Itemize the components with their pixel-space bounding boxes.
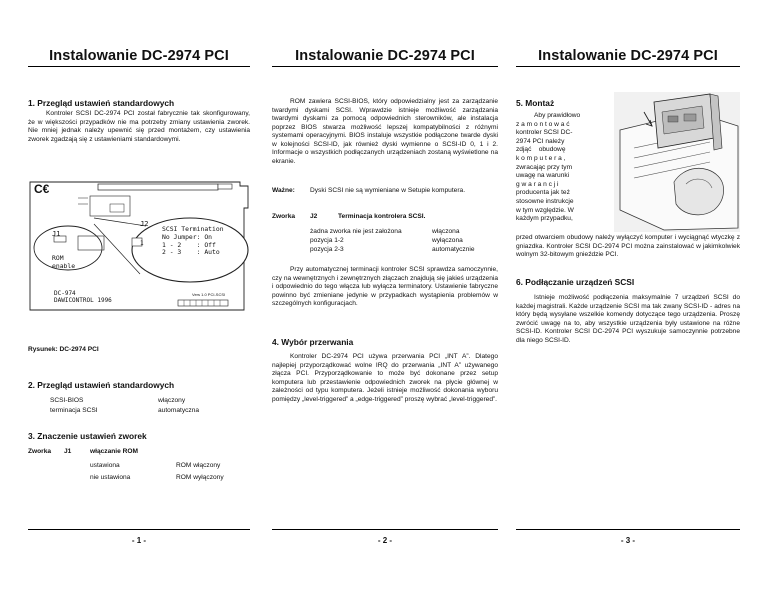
rom-paragraph: ROM zawiera SCSI-BIOS, który odpowiedzialny jest za zarządzanie twardymi dyskami SCSI. Wprawdzie istnieje możliwość zarządzania twardymi dyskami za pomocą odpowiednich sterowników, ale instalacja poprzez BIOS stwarza możliwość lepszej kompatybilności z różnymi systemami operacyjnymi. BIOS instaluje wszystkie podłączone twarde dyski w kolejności SCSI-ID, jak również dyski wymienne o SCSI-ID 0, 1 i 2. Informacje o wszystkich podłączanych urządzeniach zostaną wyświetlone na ekranie. bbox=[272, 98, 498, 165]
termination-paragraph: Przy automatycznej terminacji kontroler SCSI sprawdza samoczynnie, czy na wewnętrznych i zewnętrznych złączach znajdują się jakieś urządzenia i odpowiednio do tego włącza lub wyłącza terminatory. Ustawienie fabryczne powinno być zmieniane jedynie w przypadkach wystąpienia problemów w szczególnych konfiguracjach. bbox=[272, 266, 498, 307]
jumper-id: J1 bbox=[64, 448, 72, 455]
title-rule bbox=[28, 66, 250, 67]
section-1-heading: 1. Przegląd ustawień standardowych bbox=[28, 98, 175, 108]
ce-mark: C€ bbox=[34, 182, 50, 196]
figure-caption: Rysunek: DC-2974 PCI bbox=[28, 346, 99, 353]
page-title: Instalowanie DC-2974 PCI bbox=[538, 48, 718, 64]
jumper-option: nie ustawiona bbox=[90, 474, 131, 481]
mounting-wrapped-text: Aby prawidłowo z a m o n t o w a ć kontroler SCSI DC- 2974 PCI należy zdjąć obudowę k o m p u t e r a , zwracając przy tym uwagę na warunki g w a r a n c j i producenta jak też stosowne instrukcje w tym względzie. W każdym przypadku, bbox=[516, 112, 581, 223]
rom-enable-label: ROM enable bbox=[52, 254, 76, 270]
jumper-option: ustawiona bbox=[90, 462, 120, 469]
j1-label: J1 bbox=[52, 230, 61, 238]
page-title: Instalowanie DC-2974 PCI bbox=[49, 48, 229, 64]
section-1-text: Kontroler SCSI DC-2974 PCI został fabrycznie tak skonfigurowany, że w większości przypadków nie ma potrzeby zmiany ustawienia zworek. Nie mniej jednak należy upewnić się przed montażem, czy ustawienia zworek zgadzają się z ustawieniami standardowymi. bbox=[28, 110, 250, 143]
section-3-heading: 3. Znaczenie ustawień zworek bbox=[28, 431, 147, 441]
jumper-label: Zworka bbox=[272, 213, 296, 220]
bubble-pin-label: 1 bbox=[140, 240, 144, 247]
footer-rule bbox=[516, 529, 740, 530]
footer-rule bbox=[272, 529, 498, 530]
termination-bubble: SCSI Termination No Jumper: On 1 - 2 : Off 2 - 3 : Auto bbox=[162, 225, 224, 257]
board-version-label: Vers 1.0 PCI-SCSI bbox=[192, 292, 226, 297]
section-5-heading: 5. Montaż bbox=[516, 98, 555, 108]
jumper-result: wyłączona bbox=[432, 237, 463, 244]
jumper-id: J2 bbox=[310, 213, 318, 220]
j2-label: J2 bbox=[140, 220, 149, 228]
setting-value: włączony bbox=[158, 397, 186, 404]
setting-name: SCSI-BIOS bbox=[50, 397, 84, 404]
board-name: DC-974 DAWICONTROL 1996 bbox=[54, 290, 112, 304]
setting-name: terminacja SCSI bbox=[50, 407, 98, 414]
setting-value: automatyczna bbox=[158, 407, 200, 414]
footer-rule bbox=[28, 529, 250, 530]
page-1 bbox=[28, 0, 250, 593]
note-text: Dyski SCSI nie są wymieniane w Setupie komputera. bbox=[310, 187, 466, 194]
jumper-result: włączona bbox=[432, 228, 460, 235]
page-number: - 3 - bbox=[620, 536, 636, 545]
pc-installation-illustration bbox=[614, 92, 740, 232]
page-3 bbox=[516, 0, 740, 593]
jumper-title: włączanie ROM bbox=[90, 448, 139, 455]
devices-paragraph: Istnieje możliwość podłączenia maksymalnie 7 urządzeń SCSI do każdej magistrali. Każde urządzenie SCSI ma tak zwany SCSI-ID - adres na który będą wysyłane wszelkie komendy dotyczące tego urządzenia. Proszę zwrócić uwagę na to, aby wszystkie urządzenia były ustawione na różne SCSI-ID. Kontroler SCSI DC-2974 PCI wyszukuje samoczynnie potrzebne dla niego SCSI-ID. bbox=[516, 294, 740, 344]
jumper-label: Zworka bbox=[28, 448, 52, 455]
jumper-result: automatycznie bbox=[432, 246, 475, 253]
section-6-heading: 6. Podłączanie urządzeń SCSI bbox=[516, 277, 635, 287]
pc-case-drawing bbox=[614, 92, 740, 232]
section-4-heading: 4. Wybór przerwania bbox=[272, 337, 354, 347]
page-2 bbox=[272, 0, 498, 593]
page-number: - 1 - bbox=[131, 536, 147, 545]
jumper-option: pozycja 2-3 bbox=[310, 246, 344, 253]
jumper-option: pozycja 1-2 bbox=[310, 237, 344, 244]
jumper-result: ROM włączony bbox=[176, 462, 221, 469]
interrupt-paragraph: Kontroler DC-2974 PCI używa przerwania PCI „INT A”. Dlatego najlepiej przyporządkować wolne IRQ do przerwania „INT A” używanego złącza PCI. Przyporządkowanie to może być dokonane przez setup komputera lub przestawienie odpowiednich zworek na płycie głównej w zależności od typu komputera. Jeżeli istnieje możliwość dokonania wyboru pomiędzy „level-triggered” a „edge-triggered” proszę wybrać „level-triggered”. bbox=[272, 353, 498, 403]
page-number: - 2 - bbox=[377, 536, 393, 545]
board-figure bbox=[28, 178, 250, 328]
jumper-option: żadna zworka nie jest założona bbox=[310, 228, 402, 235]
title-rule bbox=[272, 66, 498, 67]
title-rule bbox=[516, 66, 740, 67]
mounting-paragraph: przed otwarciem obudowy należy wyłączyć komputer i wyciągnąć wtyczkę z gniazdka. Kontroler SCSI DC-2974 PCI można zainstalować w jakimkolwiek wolnym 32-bitowym gnieździe PCI. bbox=[516, 234, 740, 258]
jumper-result: ROM wyłączony bbox=[176, 474, 224, 481]
note-label: Ważne: bbox=[272, 187, 295, 194]
jumper-title: Terminacja kontrolera SCSI. bbox=[338, 213, 426, 220]
section-2-heading: 2. Przegląd ustawień standardowych bbox=[28, 380, 175, 390]
page-title: Instalowanie DC-2974 PCI bbox=[295, 48, 475, 64]
